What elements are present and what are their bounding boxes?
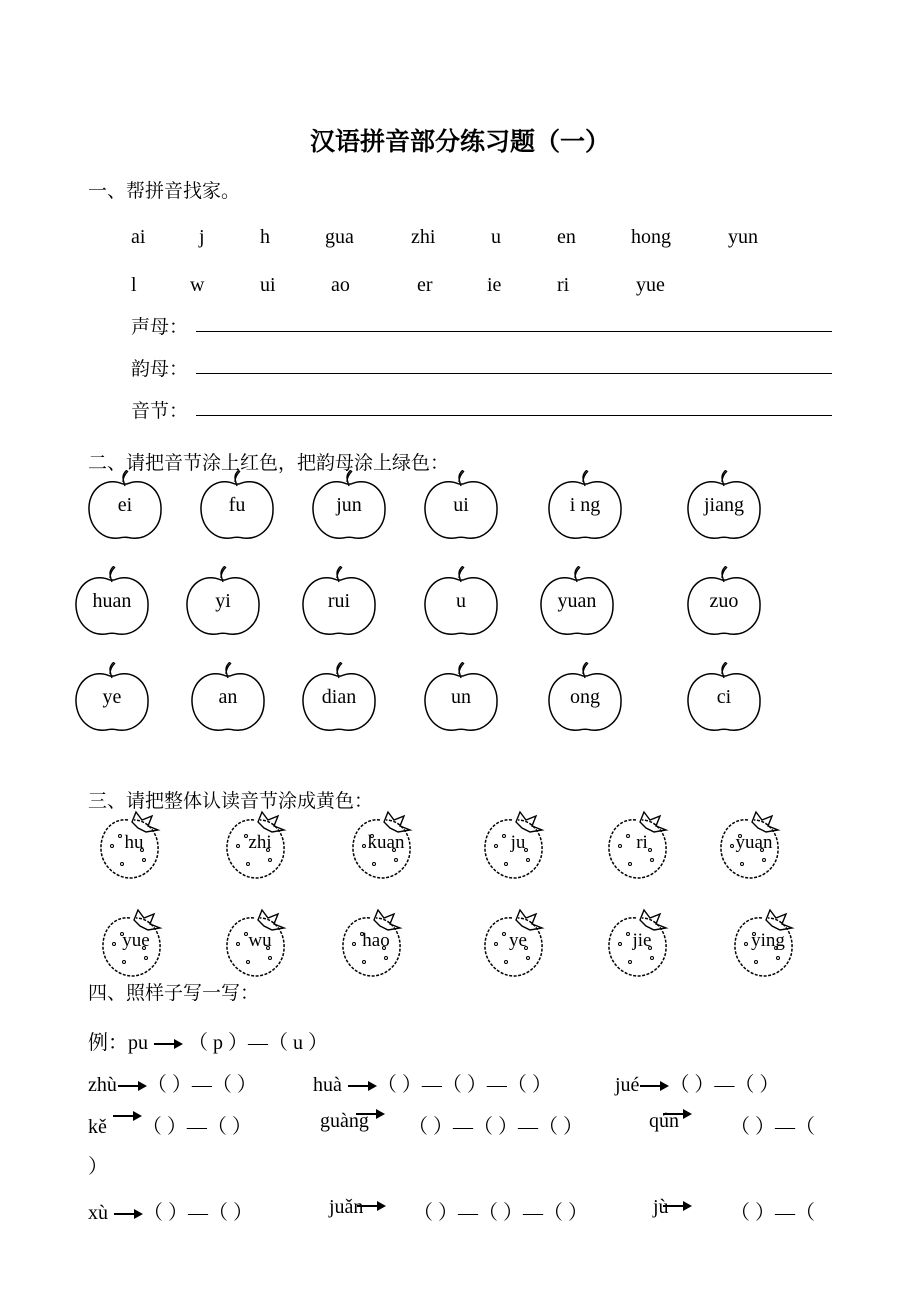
answer-line[interactable] bbox=[196, 415, 832, 416]
apple[interactable] bbox=[197, 470, 277, 550]
s1-item: yun bbox=[728, 226, 758, 248]
label-shengmu: 声母： bbox=[131, 316, 189, 338]
syllable: jué bbox=[615, 1074, 640, 1096]
strawberry[interactable] bbox=[224, 806, 304, 886]
answer-blanks[interactable]: （ ）—（ ） bbox=[141, 1116, 252, 1138]
s1-item: u bbox=[491, 226, 501, 248]
page-title: 汉语拼音部分练习题（一） bbox=[309, 127, 610, 156]
section4-heading: 四、照样子写一写： bbox=[88, 982, 260, 1004]
example-answer: （ p ）—（ u ） bbox=[188, 1032, 328, 1054]
arrow-icon bbox=[117, 1080, 147, 1092]
answer-blanks[interactable]: （ ）—（ bbox=[730, 1116, 815, 1138]
apple[interactable] bbox=[183, 566, 263, 646]
apple[interactable] bbox=[545, 470, 625, 550]
apple[interactable] bbox=[299, 566, 379, 646]
section1-heading: 一、帮拼音找家。 bbox=[88, 180, 241, 202]
apple[interactable] bbox=[72, 566, 152, 646]
exercise-row bbox=[88, 1110, 252, 1139]
apple[interactable] bbox=[72, 662, 152, 742]
s1-item: ai bbox=[131, 226, 146, 248]
apple[interactable] bbox=[684, 566, 764, 646]
s1-item: er bbox=[417, 274, 433, 296]
strawberry-label: ju bbox=[510, 832, 526, 853]
apple-label: yi bbox=[215, 590, 231, 612]
strawberry[interactable] bbox=[606, 904, 686, 984]
apple[interactable] bbox=[299, 662, 379, 742]
example-prefix: 例：pu bbox=[88, 1032, 148, 1054]
apple-label: dian bbox=[321, 686, 357, 708]
section3-heading: 三、请把整体认读音节涂成黄色： bbox=[88, 790, 374, 812]
syllable: juǎn bbox=[329, 1196, 364, 1218]
apple-label: zuo bbox=[709, 590, 739, 612]
s1-item: ui bbox=[260, 274, 276, 296]
answer-blanks[interactable]: （ ）—（ bbox=[730, 1202, 815, 1224]
strawberry-label: hao bbox=[362, 930, 390, 951]
strawberry-label: hu bbox=[124, 832, 144, 853]
apple[interactable] bbox=[545, 662, 625, 742]
syllable: zhù bbox=[88, 1074, 117, 1096]
strawberry-label: yuan bbox=[735, 832, 773, 853]
apple[interactable] bbox=[85, 470, 165, 550]
answer-blanks[interactable]: （ ）—（ ）—（ ） bbox=[408, 1116, 583, 1138]
exercise-row bbox=[88, 1068, 257, 1097]
s1-item: ri bbox=[557, 274, 570, 296]
answer-blanks-cont: ） bbox=[88, 1156, 108, 1178]
syllable: jù bbox=[653, 1196, 669, 1218]
answer-line[interactable] bbox=[196, 331, 832, 332]
strawberry-label: ying bbox=[751, 930, 785, 951]
apple[interactable] bbox=[684, 662, 764, 742]
s1-item: yue bbox=[636, 274, 665, 296]
answer-blanks[interactable]: （ ）—（ ） bbox=[669, 1074, 780, 1096]
s1-item: ao bbox=[331, 274, 350, 296]
apple-label: ei bbox=[117, 494, 133, 516]
arrow-icon bbox=[153, 1038, 183, 1050]
apple-label: fu bbox=[228, 494, 246, 516]
apple[interactable] bbox=[421, 662, 501, 742]
exercise-row bbox=[88, 1196, 253, 1225]
s1-item: j bbox=[199, 226, 205, 248]
exercise-row bbox=[615, 1068, 779, 1097]
arrow-icon bbox=[662, 1200, 692, 1212]
apple-label: yuan bbox=[557, 590, 597, 612]
apple-label: huan bbox=[92, 590, 132, 612]
arrow-icon bbox=[113, 1208, 143, 1220]
section2-heading: 二、请把音节涂上红色，把韵母涂上绿色： bbox=[88, 452, 450, 474]
arrow-icon bbox=[355, 1108, 385, 1120]
apple[interactable] bbox=[309, 470, 389, 550]
s1-item: zhi bbox=[411, 226, 436, 248]
strawberry-label: yue bbox=[122, 930, 150, 951]
arrow-icon bbox=[112, 1110, 142, 1122]
strawberry[interactable] bbox=[606, 806, 686, 886]
s1-item: en bbox=[557, 226, 576, 248]
strawberry[interactable] bbox=[224, 904, 304, 984]
exercise-row bbox=[313, 1068, 552, 1097]
strawberry[interactable] bbox=[98, 806, 178, 886]
s1-item: l bbox=[131, 274, 137, 296]
syllable: kě bbox=[88, 1116, 107, 1138]
strawberry[interactable] bbox=[732, 904, 812, 984]
strawberry[interactable] bbox=[718, 806, 798, 886]
syllable: huà bbox=[313, 1074, 342, 1096]
apple-label: ong bbox=[570, 686, 600, 708]
arrow-icon bbox=[662, 1108, 692, 1120]
example-row bbox=[88, 1026, 328, 1055]
answer-blanks[interactable]: （ ）—（ ）—（ ） bbox=[413, 1202, 588, 1224]
strawberry[interactable] bbox=[482, 806, 562, 886]
syllable: qún bbox=[649, 1110, 679, 1132]
strawberry[interactable] bbox=[100, 904, 180, 984]
apple-label: u bbox=[456, 590, 466, 612]
strawberry[interactable] bbox=[482, 904, 562, 984]
apple-label: i ng bbox=[569, 494, 601, 516]
apple[interactable] bbox=[684, 470, 764, 550]
apple-label: an bbox=[218, 686, 238, 708]
apple-label: ui bbox=[453, 494, 469, 516]
answer-line[interactable] bbox=[196, 373, 832, 374]
arrow-icon bbox=[356, 1200, 386, 1212]
apple[interactable] bbox=[421, 566, 501, 646]
apple-label: jun bbox=[336, 494, 362, 516]
arrow-icon bbox=[347, 1080, 377, 1092]
label-yinjie: 音节： bbox=[131, 400, 189, 422]
apple-label: rui bbox=[327, 590, 351, 612]
strawberry-label: wu bbox=[248, 930, 272, 951]
apple-label: ci bbox=[716, 686, 732, 708]
s1-item: h bbox=[260, 226, 270, 248]
strawberry-label: zhi bbox=[248, 832, 272, 853]
answer-blanks[interactable]: （ ）—（ ） bbox=[146, 1074, 257, 1096]
apple-label: un bbox=[451, 686, 471, 708]
apple[interactable] bbox=[537, 566, 617, 646]
s1-item: gua bbox=[325, 226, 354, 248]
syllable: xù bbox=[88, 1202, 108, 1224]
apple[interactable] bbox=[188, 662, 268, 742]
strawberry[interactable] bbox=[340, 904, 420, 984]
strawberry-label: jie bbox=[632, 930, 652, 951]
answer-blanks[interactable]: （ ）—（ ）—（ ） bbox=[376, 1074, 552, 1096]
s1-item: w bbox=[190, 274, 205, 296]
label-yunmu: 韵母： bbox=[131, 358, 189, 380]
apple-label: ye bbox=[102, 686, 122, 708]
s1-item: ie bbox=[487, 274, 502, 296]
strawberry-label: kuan bbox=[367, 832, 405, 853]
s1-item: hong bbox=[631, 226, 671, 248]
apple[interactable] bbox=[421, 470, 501, 550]
syllable: guàng bbox=[320, 1110, 369, 1132]
answer-blanks[interactable]: （ ）—（ ） bbox=[143, 1202, 253, 1224]
strawberry-label: ye bbox=[509, 930, 527, 951]
strawberry[interactable] bbox=[350, 806, 430, 886]
arrow-icon bbox=[639, 1080, 669, 1092]
apple-label: jiang bbox=[704, 494, 744, 516]
strawberry-label: ri bbox=[636, 832, 648, 853]
